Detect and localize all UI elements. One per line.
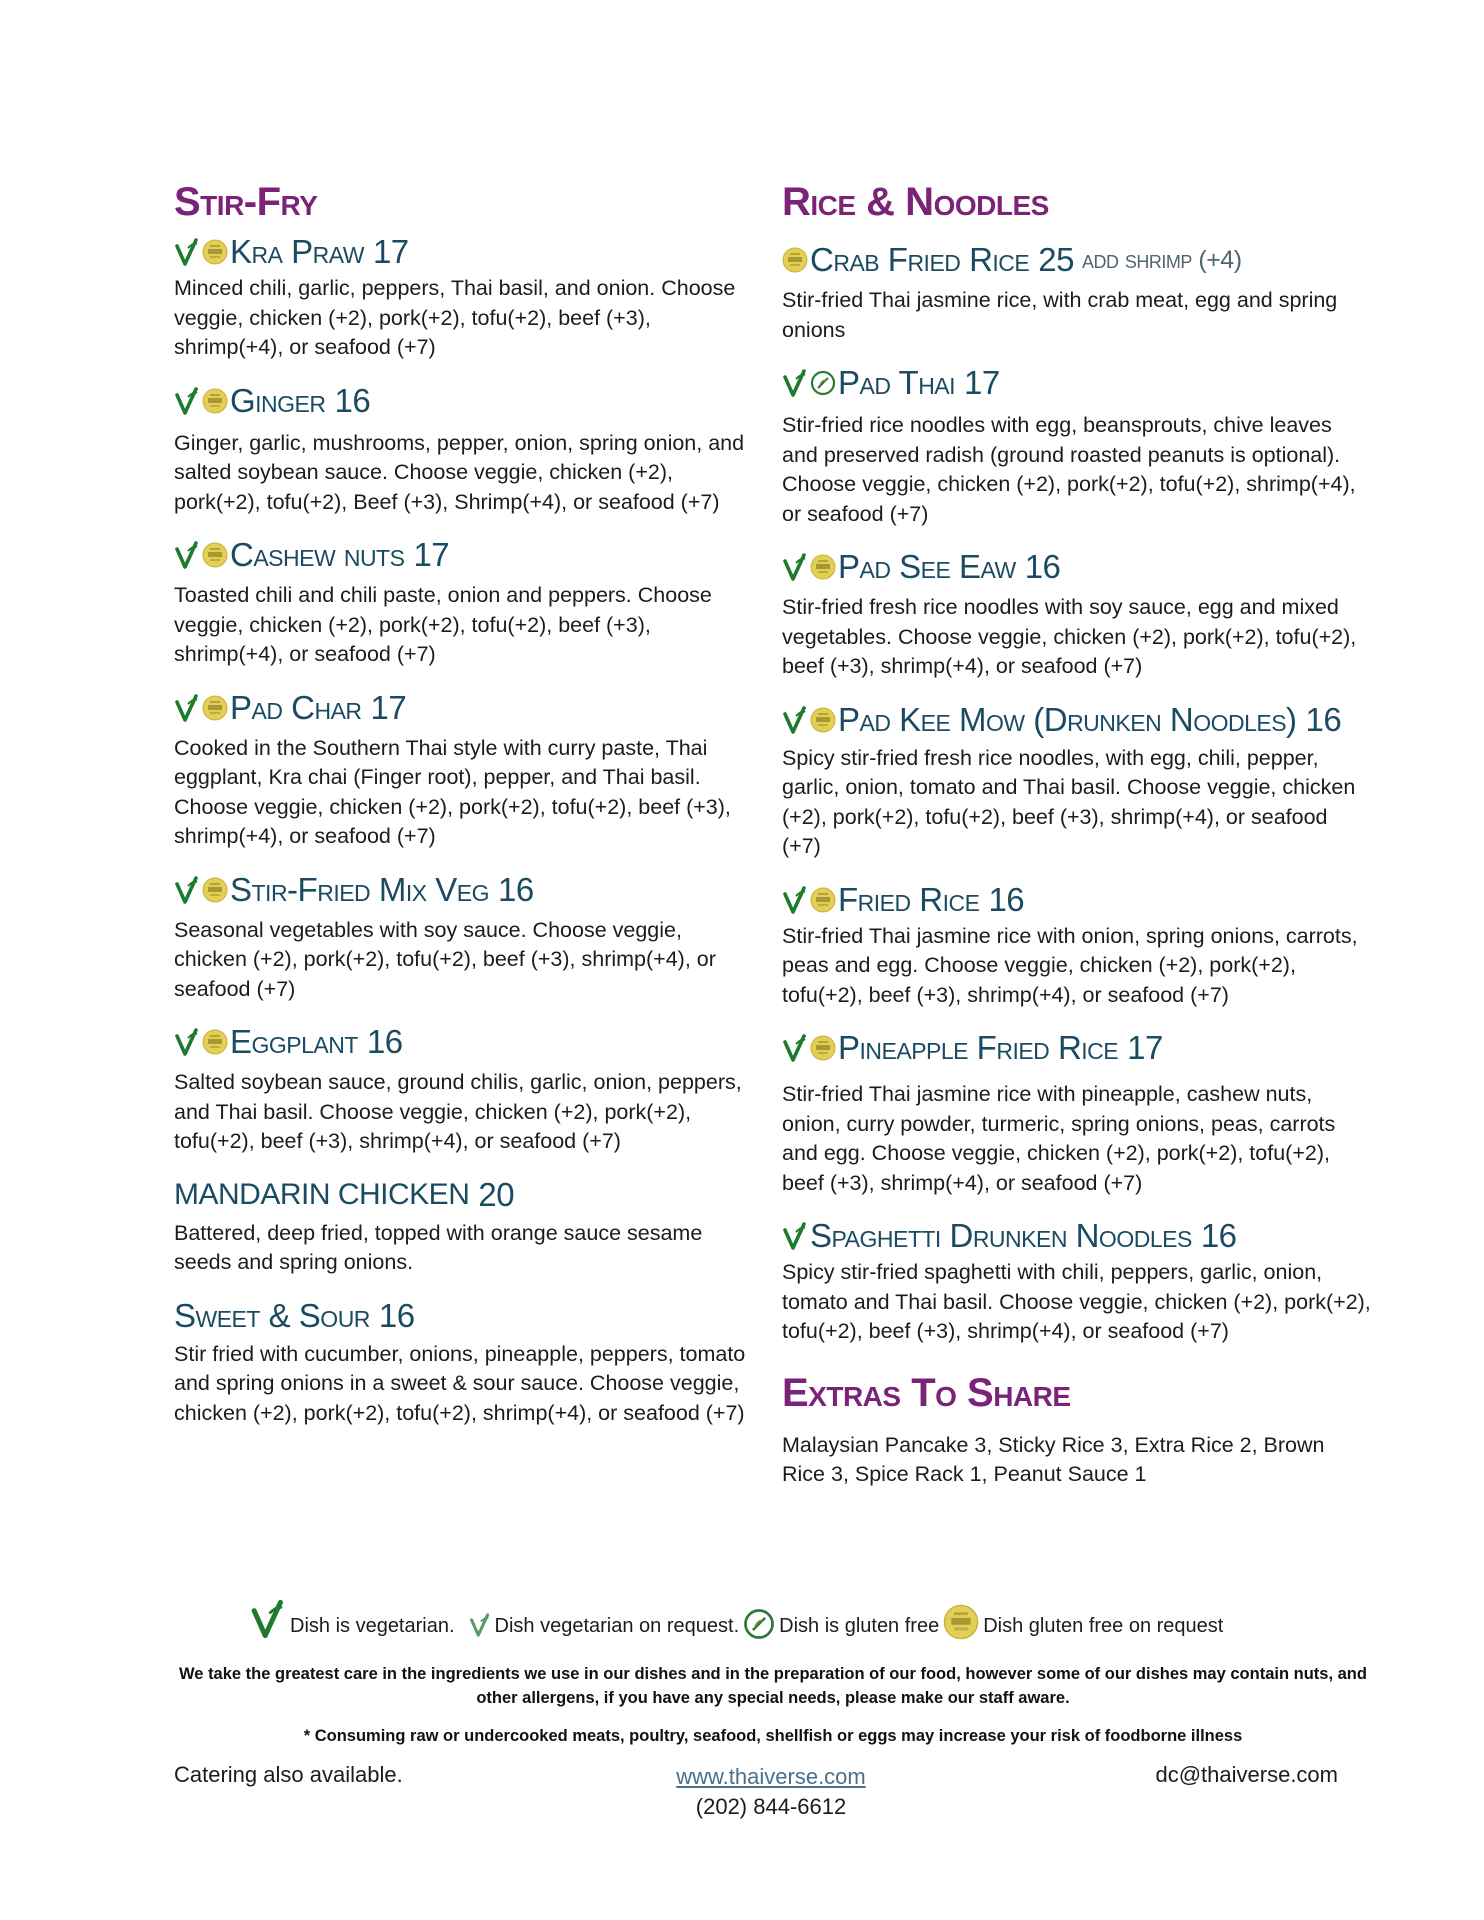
legend-vegetarian-request (469, 1610, 740, 1640)
vegetarian-icon (174, 238, 200, 266)
gluten-free-request-icon (202, 388, 228, 414)
menu-item (782, 1028, 1372, 1198)
legend-vegetarian (250, 1598, 455, 1640)
item-price: 16 (497, 870, 534, 908)
extras-description: Malaysian Pancake 3, Sticky Rice 3, Extra Rice 2, Brown Rice 3, Spice Rack 1, Peanut Sauce 1 (782, 1432, 1325, 1486)
legend-gluten-free (743, 1608, 939, 1640)
item-description: Salted soybean sauce, ground chilis, garlic, onion, peppers, and Thai basil. Choose veggie, chicken (+2), pork(+2), tofu(+2), beef (+3), shrimp(+4), or seafood (+7) (174, 1070, 742, 1153)
item-description: Toasted chili and chili paste, onion and peppers. Choose veggie, chicken (+2), pork(+2), tofu(+2), beef (+3), shrimp(+4), or seafood (+7) (174, 583, 712, 666)
item-name: Pad See Eaw (838, 548, 1016, 585)
gluten-free-request-icon (202, 542, 228, 568)
menu-item (782, 880, 1372, 1011)
gluten-free-request-icon (810, 554, 836, 580)
gluten-free-request-icon (202, 877, 228, 903)
vegetarian-icon (174, 1028, 200, 1056)
item-name: Pineapple Fried Rice (838, 1029, 1119, 1066)
vegetarian-icon (782, 369, 808, 397)
vegetarian-request-icon (469, 1610, 491, 1640)
vegetarian-icon (782, 1034, 808, 1062)
menu-item (174, 232, 754, 363)
legend-label: Dish is gluten free (779, 1615, 940, 1637)
menu-item (782, 1216, 1372, 1347)
item-price: 16 (988, 880, 1025, 918)
item-name: Eggplant (230, 1023, 358, 1060)
item-description: Seasonal vegetables with soy sauce. Choose veggie, chicken (+2), pork(+2), tofu(+2), beef (+3), shrimp(+4), or seafood (+7) (174, 917, 716, 1001)
menu-item (174, 1175, 754, 1278)
item-addon: add shrimp (+4) (1081, 246, 1242, 274)
item-price: 17 (372, 233, 409, 270)
item-name: Fried Rice (838, 880, 980, 918)
gluten-free-icon (743, 1608, 775, 1640)
menu-item (782, 700, 1372, 862)
vegetarian-icon (250, 1598, 286, 1640)
item-price: 17 (1127, 1029, 1163, 1066)
menu-item (174, 688, 754, 852)
menu-item (174, 870, 754, 1005)
gluten-free-request-icon (810, 887, 836, 913)
item-description: Cooked in the Southern Thai style with curry paste, Thai eggplant, Kra chai (Finger root), pepper, and Thai basil. Choose veggie, chicken (+2), pork(+2), tofu(+2), beef (+3), shrimp(+4), or seafood (+7) (174, 735, 731, 848)
legend-gluten-free-request (943, 1604, 1223, 1640)
item-description: Stir-fried fresh rice noodles with soy sauce, egg and mixed vegetables. Choose veggie, chicken (+2), pork(+2), tofu(+2), beef (+3), shrimp(+4), or seafood (+7) (782, 595, 1357, 678)
foodborne-illness-notice: * Consuming raw or undercooked meats, poultry, seafood, shellfish or eggs may increase your risk of foodborne illness (303, 1727, 1243, 1745)
item-price: 20 (478, 1175, 515, 1213)
legend-label: Dish vegetarian on request. (494, 1615, 740, 1637)
item-price: 16 (1024, 548, 1061, 585)
item-description: Spicy stir-fried spaghetti with chili, peppers, garlic, onion, tomato and Thai basil. Choose veggie, chicken (+2), pork(+2), tofu(+2), beef (+3), shrimp(+4), or seafood (+7) (782, 1260, 1371, 1343)
item-description: Battered, deep fried, topped with orange sauce sesame seeds and spring onions. (174, 1220, 703, 1274)
item-price: 25 (1038, 241, 1074, 278)
item-price: 17 (413, 536, 450, 573)
section-title-stir-fry: Stir-Fry (174, 180, 318, 224)
legend-label: Dish is vegetarian. (290, 1615, 455, 1637)
menu-item (174, 1022, 754, 1157)
item-price: 16 (1200, 1217, 1237, 1254)
vegetarian-icon (782, 553, 808, 581)
item-name: Kra Praw (230, 233, 364, 270)
gluten-free-request-icon (943, 1604, 979, 1640)
item-price: 16 (334, 381, 371, 419)
item-name: Pad Char (230, 688, 362, 726)
item-description: Minced chili, garlic, peppers, Thai basil, and onion. Choose veggie, chicken (+2), pork(+2), tofu(+2), beef (+3), shrimp(+4), or seafood (+7) (174, 276, 736, 359)
item-name: Pad Thai (838, 364, 956, 401)
phone-number: (202) 844-6612 (695, 1794, 847, 1819)
section-title-rice-noodles: Rice & Noodles (782, 180, 1049, 224)
item-description: Stir-fried Thai jasmine rice, with crab meat, egg and spring onions (782, 288, 1338, 342)
vegetarian-icon (174, 387, 200, 415)
item-description: Stir-fried rice noodles with egg, beansprouts, chive leaves and preserved radish (ground roasted peanuts is optional). Choose veggie, chicken (+2), pork(+2), tofu(+2), shrimp(+4), or seafood (+7) (782, 413, 1356, 526)
vegetarian-icon (782, 886, 808, 914)
gluten-free-request-icon (810, 1035, 836, 1061)
menu-item (782, 240, 1372, 345)
email-address[interactable]: dc@thaiverse.com (1155, 1762, 1338, 1787)
vegetarian-icon (782, 1222, 808, 1250)
item-price: 16 (366, 1023, 403, 1060)
catering-text: Catering also available. (174, 1762, 403, 1787)
allergen-notice: We take the greatest care in the ingredients we use in our dishes and in the preparation of our food, however some of our dishes may contain nuts, and other allergens, if you have any special needs, please make our staff aware. (179, 1665, 1367, 1707)
website-link[interactable]: www.thaiverse.com (676, 1764, 866, 1789)
item-name: Cashew nuts (230, 536, 405, 573)
right-column (782, 174, 1372, 1490)
item-price: 17 (964, 364, 1000, 401)
item-price: 16 (378, 1296, 415, 1334)
menu-item (782, 547, 1372, 682)
vegetarian-icon (782, 706, 808, 734)
item-description: Stir-fried Thai jasmine rice with pineapple, cashew nuts, onion, curry powder, turmeric, spring onions, peas, carrots and egg. Choose veggie, chicken (+2), pork(+2), tofu(+2), beef (+3), shrimp(+4), or seafood (+7) (782, 1082, 1336, 1195)
item-name: Ginger (230, 381, 326, 419)
dietary-legend (250, 1598, 1290, 1640)
item-name: MANDARIN CHICKEN (174, 1177, 470, 1211)
item-description: Spicy stir-fried fresh rice noodles, with egg, chili, pepper, garlic, onion, tomato and Thai basil. Choose veggie, chicken (+2), pork(+2), tofu(+2), beef (+3), shrimp(+4), or seafood (+7) (782, 745, 1356, 858)
menu-item (782, 363, 1372, 529)
gluten-free-request-icon (202, 695, 228, 721)
vegetarian-icon (174, 694, 200, 722)
legend-label: Dish gluten free on request (983, 1615, 1224, 1637)
item-description: Stir-fried Thai jasmine rice with onion, spring onions, carrots, peas and egg. Choose veggie, chicken (+2), pork(+2), tofu(+2), beef (+3), shrimp(+4), or seafood (+7) (782, 923, 1358, 1007)
item-price: 16 (1305, 700, 1342, 738)
item-description: Stir fried with cucumber, onions, pineapple, peppers, tomato and spring onions in a sweet & sour sauce. Choose veggie, chicken (+2), pork(+2), tofu(+2), shrimp(+4), or seafood (+7) (174, 1341, 746, 1425)
gluten-free-request-icon (202, 1029, 228, 1055)
section-title-extras: Extras To Share (782, 1370, 1071, 1415)
vegetarian-icon (174, 541, 200, 569)
contact-center (636, 1762, 906, 1822)
gluten-free-request-icon (810, 707, 836, 733)
menu-item (174, 535, 754, 670)
gluten-free-icon (810, 370, 836, 396)
gluten-free-request-icon (782, 247, 808, 273)
item-name: Stir-Fried Mix Veg (230, 870, 489, 908)
left-column (174, 174, 754, 1446)
item-description: Ginger, garlic, mushrooms, pepper, onion, spring onion, and salted soybean sauce. Choose veggie, chicken (+2), pork(+2), tofu(+2), Beef (+3), Shrimp(+4), or seafood (+7) (174, 430, 745, 514)
item-price: 17 (370, 688, 407, 726)
item-name: Pad Kee Mow (Drunken Noodles) (838, 700, 1297, 738)
item-name: Spaghetti Drunken Noodles (810, 1217, 1192, 1254)
item-name: Crab Fried Rice (810, 241, 1030, 278)
vegetarian-icon (174, 876, 200, 904)
item-name: Sweet & Sour (174, 1296, 370, 1334)
gluten-free-request-icon (202, 239, 228, 265)
menu-item (174, 381, 754, 518)
menu-item (174, 1296, 754, 1429)
